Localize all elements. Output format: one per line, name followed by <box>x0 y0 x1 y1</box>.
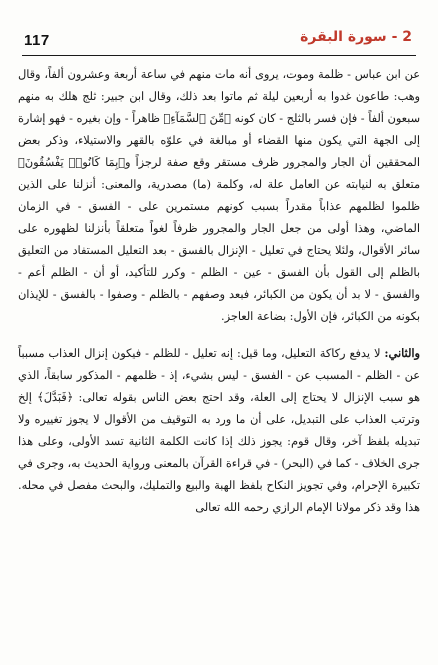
paragraph-text: عن ابن عباس - ظلمة وموت، يروى أنه مات منهم في ساعة أربعة وعشرون ألفاً، وقال وهب: طاعون غدوا به أربعين ليلة ثم ماتوا بعد ذلك، وقال ابن جبير: ثلج هلك به منهم سبعون ألفاً - فإن فسر بالثلج - كان كونه ﴿مِّنَ ٱلسَّمَآءِ﴾ ظاهراً - وإن بغيره - فهو إشارة إلى الجهة التي يكون منها القضاء أو مبالغة في علوّه بالقهر والاستيلاء، وذكر بعض المحققين أن الجار والمجرور ظرف مستقر وقع صفة لرجزاً و﴿بِمَا كَانُوا۟ يَفْسُقُونَ﴾ متعلق به لنيابته عن العامل علة له، وكلمة (ما) مصدرية، والمعنى: أنزلنا على الذين ظلموا لظلمهم عذاباً مقدراً بسبب كونهم مستمرين على - الفسق - في الزمان الماضي، وهذا أولى من جعل الجار والمجرور ظرفاً لغواً متعلقاً بأنزلنا لظهوره على سائر الأقوال، ولئلا يحتاج في تعليل - الإنزال بالفسق - بعد التعليل المستفاد من التعليق بالظلم إلى القول بأن الفسق - عين - الظلم - وكرر للتأكيد، أو أن - الظلم أعم - والفسق - لا بد أن يكون من الكبائر، فبعد وصفهم - بالظلم - وصفوا - بالفسق - للإيذان بكونه من الكبائر، فإن الأول: بضاعة العاجز. <box>18 68 420 323</box>
surah-title: 2 - سورة البقرة <box>300 29 412 45</box>
paragraph-text: لا يدفع ركاكة التعليل، وما قيل: إنه تعليل - للظلم - فيكون إنزال العذاب مسبباً عن - الظلم - المسبب عن - الفسق - ليس بشيء، إذ - ظلمهم - المذكور سابقاً، الذي هو سبب الإنزال لا يحتاج إلى العلة، وقد احتج بعض الناس بقوله تعالى: ﴿فَبَدَّلَ﴾ إلخ وترتب العذاب على التبديل، على أن ما ورد به التوقيف من الأقوال لا يجوز تغييره ولا تبديله بلفظ آخر، وقال قوم: يجوز ذلك إذا كانت الكلمة الثانية تسد الأولى، وعلى هذا جرى الخلاف - كما في (البحر) - في قراءة القرآن بالمعنى ورواية الحديث به، وجرى في تكبيرة الإحرام، وفي تجويز النكاح بلفظ الهبة والبيع والتمليك، والبحث مفصل في محله. هذا وقد ذكر مولانا الإمام الرازي رحمه الله تعالى <box>18 347 420 514</box>
paragraph-2 <box>18 342 420 519</box>
paragraph-lead: والثاني: <box>384 346 420 360</box>
page-number: 117 <box>24 32 50 49</box>
header-divider <box>22 55 416 56</box>
page-body <box>18 64 420 519</box>
page-header <box>22 26 414 50</box>
paragraph-1 <box>18 64 420 328</box>
